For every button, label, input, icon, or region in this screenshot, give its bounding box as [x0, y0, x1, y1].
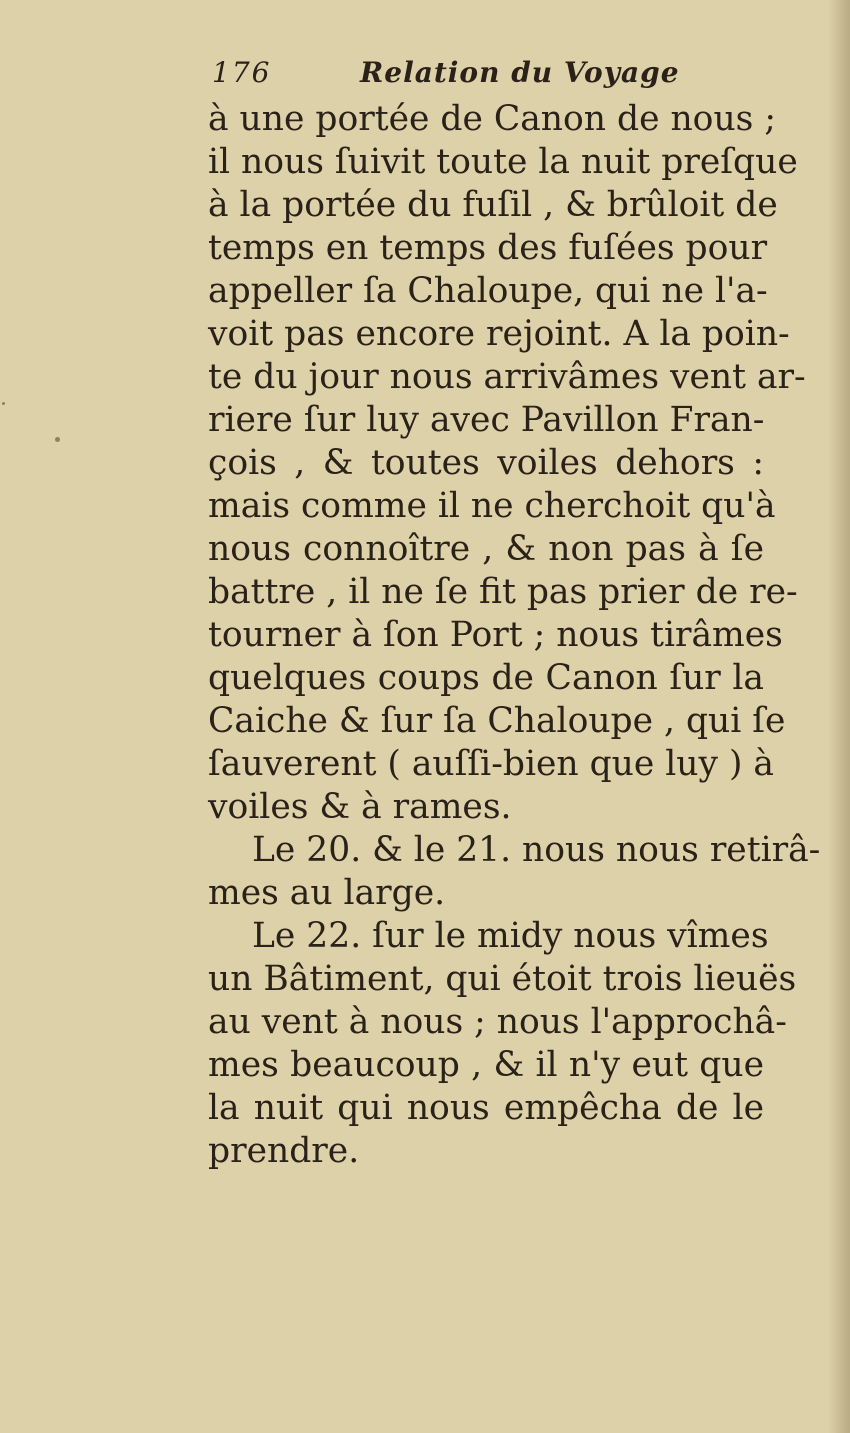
text-line: nous connoître , & non pas à ſe	[208, 529, 764, 569]
paper-speck	[55, 437, 60, 442]
text-line: te du jour nous arrivâmes vent ar-	[208, 357, 806, 397]
text-line: riere ſur luy avec Pavillon Fran-	[208, 400, 765, 440]
text-line: un Bâtiment, qui étoit trois lieuës	[208, 959, 797, 999]
text-line: tourner à ſon Port ; nous tirâmes	[208, 615, 783, 655]
text-line: la nuit qui nous empêcha de le	[208, 1088, 764, 1128]
page-edge-shadow	[828, 0, 850, 1433]
text-line: voit pas encore rejoint. A la poin-	[208, 314, 790, 354]
text-line: au vent à nous ; nous l'approchâ-	[208, 1002, 787, 1042]
page-number: 176	[212, 56, 272, 89]
text-line: Caiche & ſur ſa Chaloupe , qui ſe	[208, 701, 786, 741]
text-line: voiles & à rames.	[208, 787, 512, 827]
text-line: Le 22. ſur le midy nous vîmes	[252, 916, 769, 956]
text-line: ſauverent ( auſſi-bien que luy ) à	[208, 744, 774, 784]
text-line: il nous ſuivit toute la nuit preſque	[208, 142, 798, 182]
text-line: Le 20. & le 21. nous nous retirâ-	[252, 830, 821, 870]
text-line: à la portée du fuſil , & brûloit de	[208, 185, 778, 225]
text-line: çois , & toutes voiles dehors :	[208, 443, 764, 483]
text-line: prendre.	[208, 1131, 360, 1171]
paper-speck	[2, 402, 5, 405]
text-line: mes beaucoup , & il n'y eut que	[208, 1045, 764, 1085]
page-header	[212, 56, 772, 96]
body-text	[208, 98, 821, 1173]
text-line: appeller ſa Chaloupe, qui ne l'a-	[208, 271, 768, 311]
text-line: mes au large.	[208, 873, 446, 913]
text-line: à une portée de Canon de nous ;	[208, 99, 776, 139]
text-line: mais comme il ne cherchoit qu'à	[208, 486, 776, 526]
text-line: quelques coups de Canon ſur la	[208, 658, 764, 698]
text-line: battre , il ne ſe fit pas prier de re-	[208, 572, 798, 612]
text-line: temps en temps des fuſées pour	[208, 228, 768, 268]
running-title: Relation du Voyage	[360, 56, 680, 89]
